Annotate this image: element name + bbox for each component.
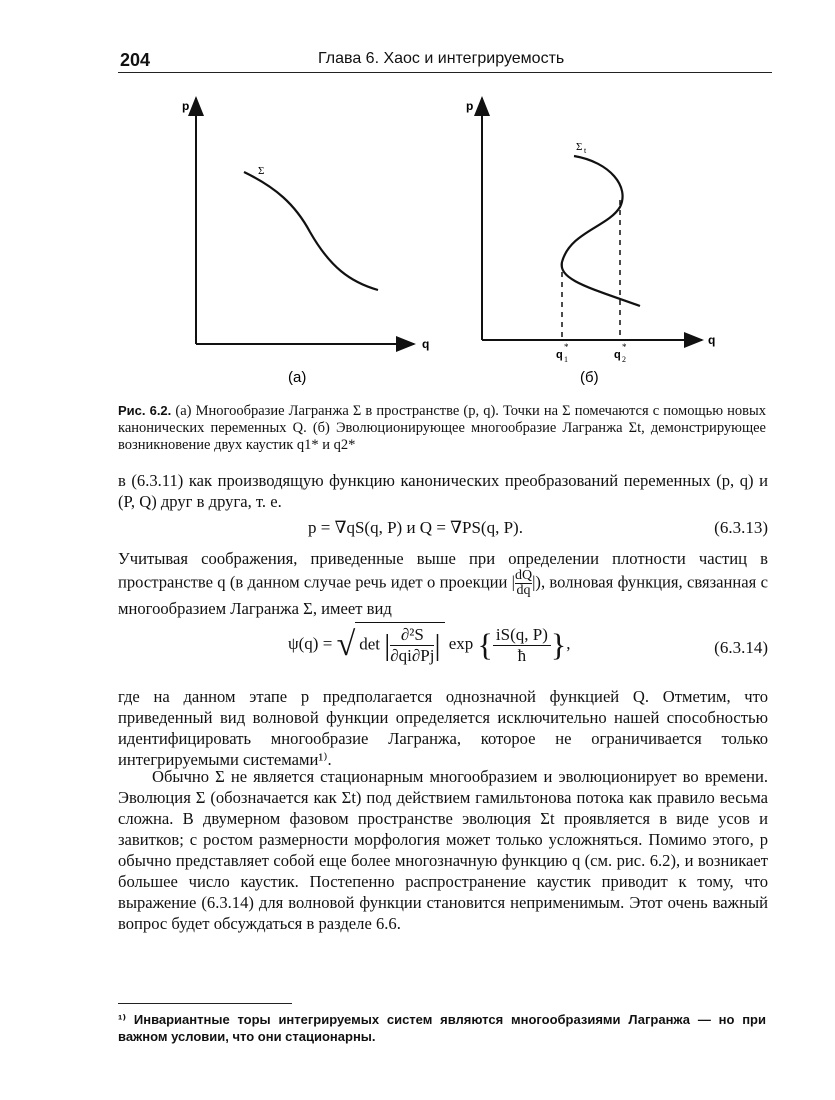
caustic-1-sub: 1 — [564, 355, 568, 364]
projection-fraction — [515, 569, 532, 598]
figure-drawing — [170, 92, 730, 392]
eq2-det: det — [359, 634, 381, 654]
equation-6-3-13-body: p = ∇qS(q, P) и Q = ∇PS(q, P). — [308, 518, 523, 537]
header-rule — [118, 72, 772, 73]
paragraph-2-text-b: |), волновая функция, связанная с многообразием Лагранжа Σ, имеет вид — [118, 572, 768, 618]
caustic-1-label: q — [556, 349, 563, 361]
running-title: Глава 6. Хаос и интегрируемость — [318, 50, 565, 67]
figure-6-2 — [170, 92, 730, 392]
panel-a-x-label: q — [422, 337, 430, 351]
eq2-fraction — [390, 625, 434, 666]
paragraph-4: Обычно Σ не является стационарным многообразием и эволюционирует во времени. Эволюция Σ (обозначается как Σt) под действием гамильтонова потока как правило весьма сложна. В двумерном фазовом пространстве эволюция Σt проявляется в виде усов и завитков; с ростом размерности морфология может только усложняться. Помимо этого, p обычно представляет собой еще более многозначную функцию q (см. рис. 6.2), и возникает большее число каустик. Постепенно распространение каустик приводит к тому, что выражение (6.3.14) для волновой функции становится неприменимым. Этот очень важный вопрос будет обсуждаться в разделе 6.6. — [118, 767, 768, 933]
equation-6-3-14 — [118, 618, 768, 678]
paragraph-3: где на данном этапе p предполагается однозначной функцией Q. Отметим, что приведенный вид волновой функции определяется исключительно нашей способностью идентифицировать многообразие Лагранжа, которое не ограничивается только интегрируемыми системами¹⁾. — [118, 687, 768, 769]
abs-right: | — [434, 628, 441, 662]
caustic-2-label: q — [614, 349, 621, 361]
panel-b-curve-sigma-t — [562, 156, 640, 306]
panel-a-y-label: p — [182, 99, 190, 113]
abs-left: | — [384, 628, 391, 662]
eq2-left: ψ(q) = — [288, 633, 333, 653]
eq2-exp: exp — [448, 633, 474, 653]
eq2-fraction-den: ∂qi∂Pj — [390, 646, 435, 665]
panel-b-x-label: q — [708, 333, 716, 347]
paragraph-2-text-a: Учитывая соображения, приведенные выше при определении плотности частиц в пространстве q (в данном случае речь идет о проекции | — [118, 549, 768, 592]
panel-a-curve-label: Σ — [258, 165, 265, 177]
caustic-1-sup: * — [564, 342, 569, 352]
caption-label: Рис. 6.2. — [118, 403, 172, 418]
panel-b-curve-label-sub: t — [584, 146, 587, 155]
panel-a — [182, 98, 429, 386]
panel-a-curve-sigma — [244, 172, 378, 290]
projection-fraction-num: dQ — [514, 568, 533, 583]
caustic-2-sup: * — [622, 342, 627, 352]
footnote: ¹⁾ Инвариантные торы интегрируемых систем являются многообразиями Лагранжа — но при важном условии, что они стационарны. — [118, 1012, 766, 1044]
brace-right: } — [550, 626, 567, 663]
panel-b-curve-label: Σ — [576, 141, 583, 153]
page-number: 204 — [120, 50, 151, 70]
equation-6-3-14-number: (6.3.14) — [714, 638, 768, 657]
eq2-fraction-2-num: iS(q, P) — [493, 625, 551, 646]
panel-a-label: (а) — [288, 369, 307, 386]
eq2-comma: , — [566, 633, 571, 653]
panel-b-label: (б) — [580, 369, 599, 386]
eq2-fraction-2-den: ħ — [517, 645, 527, 665]
equation-6-3-13 — [118, 518, 768, 542]
sqrt-sign: √ — [336, 626, 356, 663]
paragraph-1: в (6.3.11) как производящую функцию канонических преобразований переменных (p, q) и (P, Q) друг в друга, т. е. — [118, 471, 768, 511]
sqrt-body — [355, 622, 444, 668]
figure-caption — [118, 402, 766, 454]
caustic-2-sub: 2 — [622, 355, 626, 364]
paragraph-2 — [118, 548, 768, 619]
footnote-rule — [118, 1003, 292, 1004]
panel-b-y-label: p — [466, 99, 474, 113]
eq2-fraction-2 — [493, 625, 551, 666]
panel-b — [466, 98, 715, 386]
equation-6-3-13-number: (6.3.13) — [714, 518, 768, 537]
caption-text: (а) Многообразие Лагранжа Σ в пространстве (p, q). Точки на Σ помечаются с помощью новых канонических переменных Q. (б) Эволюционирующее многообразие Лагранжа Σt, демонстрирующее возникновение двух каустик q1* и q2* — [118, 403, 767, 453]
projection-fraction-den: dq — [516, 583, 531, 598]
eq2-fraction-num: ∂²S — [390, 625, 434, 646]
brace-left: { — [477, 626, 493, 663]
equation-6-3-14-body — [288, 622, 570, 668]
